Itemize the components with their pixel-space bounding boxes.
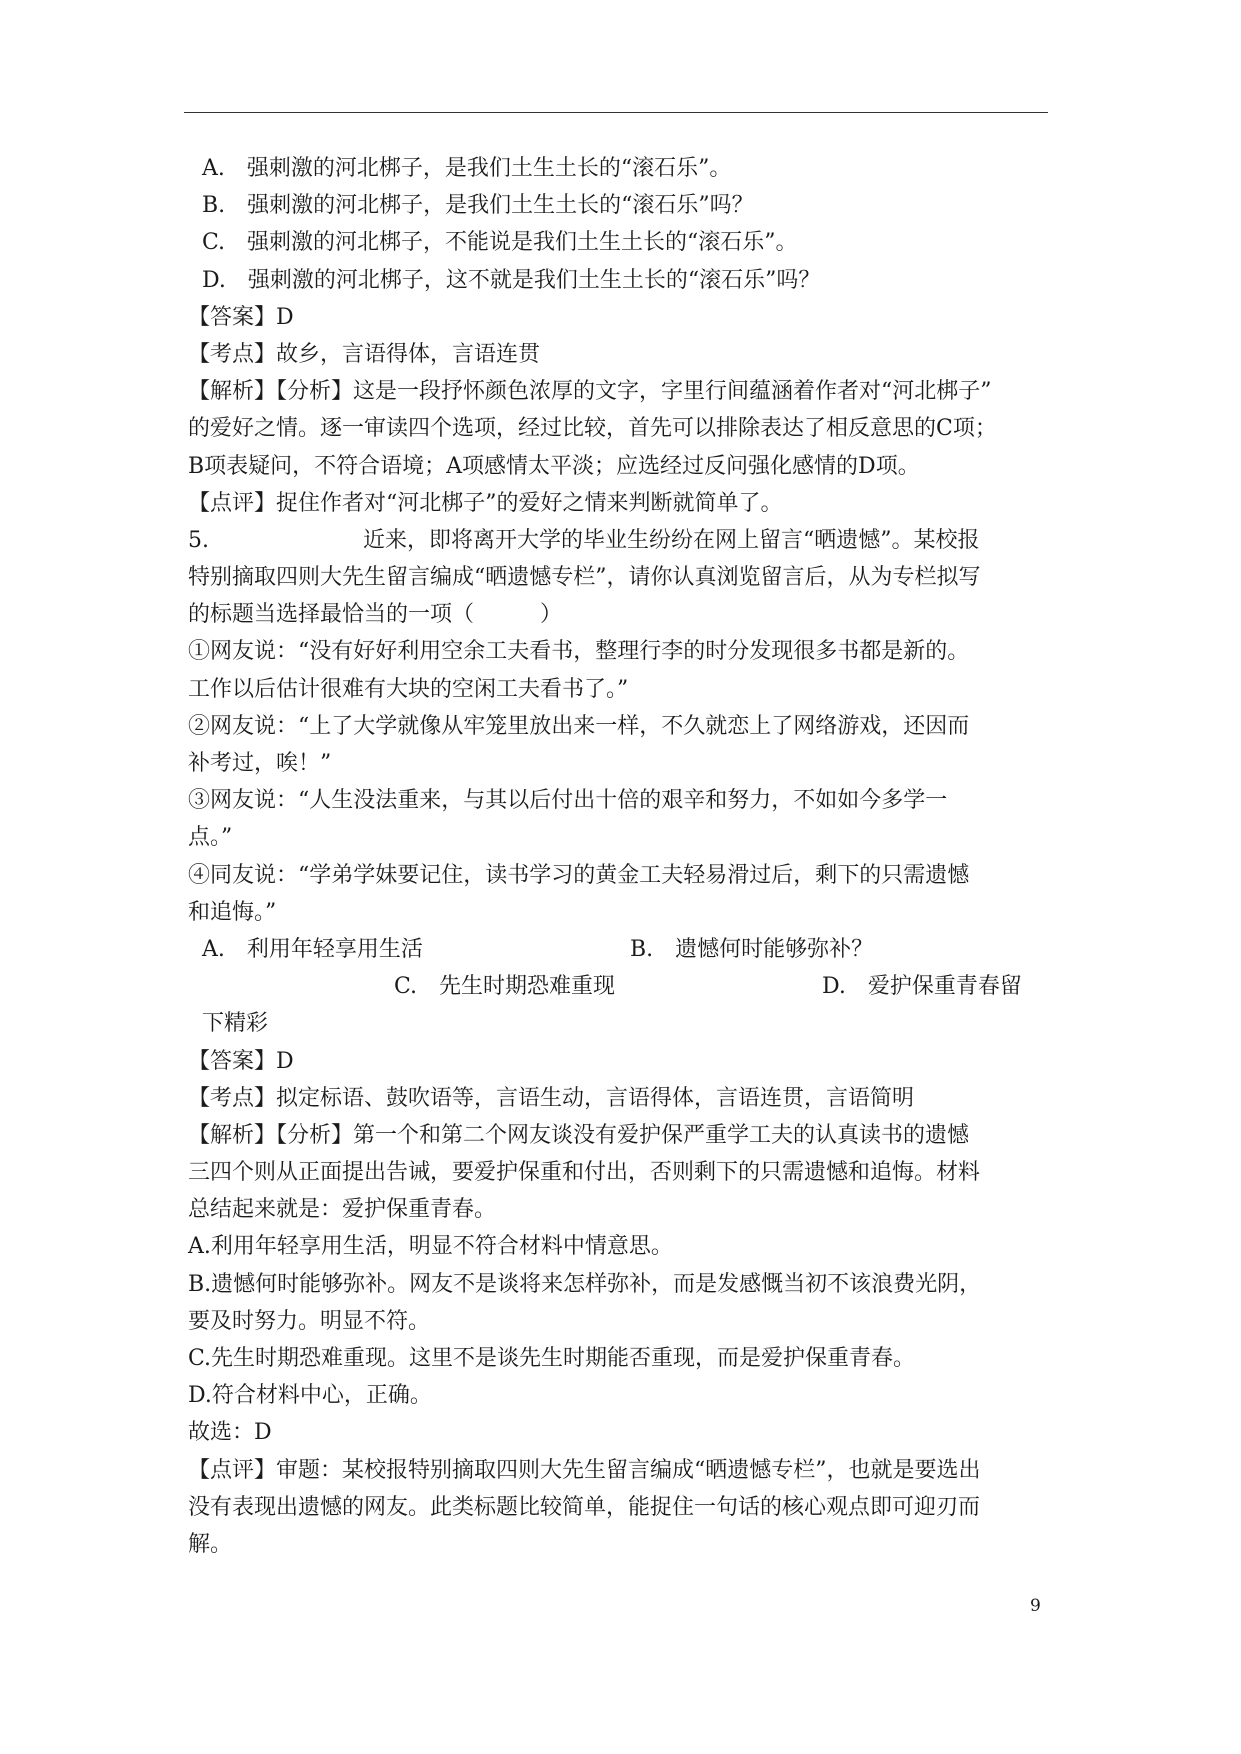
analysis-line: 故选：D <box>188 1420 272 1446</box>
quote-line: 和追悔。” <box>188 899 277 925</box>
header-rule <box>184 112 1048 113</box>
analysis-line: C.先生时期恐难重现。这里不是谈先生时期能否重现，而是爱护保重青春。 <box>188 1346 916 1371</box>
comment: 【点评】审题：某校报特别摘取四则大先生留言编成“晒遗憾专栏”，也就是要选出 <box>188 1457 981 1483</box>
comment: 【点评】捉住作者对“河北梆子”的爱好之情来判断就简单了。 <box>188 490 783 516</box>
analysis-line: B.遗憾何时能够弥补。网友不是谈将来怎样弥补，而是发感慨当初不该浪费光阴， <box>188 1271 982 1297</box>
option-a: A. 强刺激的河北梆子，是我们土生土长的“滚石乐”。 <box>202 156 732 181</box>
analysis-line: 总结起来就是：爱护保重青春。 <box>188 1197 497 1223</box>
exam-point: 【考点】拟定标语、鼓吹语等，言语生动，言语得体，言语连贯，言语简明 <box>188 1085 915 1111</box>
answer: 【答案】D <box>188 1048 294 1074</box>
analysis-line: 三四个则从正面提出告诫，要爱护保重和付出，否则剩下的只需遗憾和追悔。材料 <box>188 1160 981 1186</box>
option-c: C. 先生时期恐难重现 <box>394 974 616 1000</box>
quote-line: 补考过，唉！” <box>188 751 332 776</box>
quote-line: ②网友说：“上了大学就像从牢笼里放出来一样，不久就恋上了网络游戏，还因而 <box>188 713 970 739</box>
analysis-line: 要及时努力。明显不符。 <box>188 1308 431 1334</box>
analysis-line: 的爱好之情。逐一审读四个选项，经过比较，首先可以排除表达了相反意思的C项； <box>188 416 997 442</box>
exam-point: 【考点】故乡，言语得体，言语连贯 <box>188 341 541 367</box>
analysis-line: 【解析】【分析】这是一段抒怀颜色浓厚的文字，字里行间蕴涵着作者对“河北梆子” <box>188 379 992 405</box>
option-b: B. 遗憾何时能够弥补？ <box>630 936 874 962</box>
comment: 解。 <box>188 1531 233 1557</box>
analysis-line: 【解析】【分析】第一个和第二个网友谈没有爱护保严重学工夫的认真读书的遗憾 <box>188 1122 970 1148</box>
quote-line: ④同友说：“学弟学妹要记住，读书学习的黄金工夫轻易滑过后，剩下的只需遗憾 <box>188 862 970 888</box>
option-d: D. 强刺激的河北梆子，这不就是我们土生土长的“滚石乐”吗？ <box>202 267 821 293</box>
option-d-continuation: 下精彩 <box>202 1011 269 1037</box>
option-d: D. 爱护保重青春留 <box>822 974 1022 1000</box>
quote-line: 工作以后估计很难有大块的空闲工夫看书了。” <box>188 676 629 702</box>
quote-line: 点。” <box>188 825 233 851</box>
document-body <box>188 150 1088 1563</box>
question-stem: 5. 近来，即将离开大学的毕业生纷纷在网上留言“晒遗憾”。某校报 <box>188 527 980 553</box>
option-a: A. 利用年轻享用生活 <box>202 936 423 962</box>
analysis-line: A.利用年轻享用生活，明显不符合材料中情意思。 <box>188 1234 673 1260</box>
page-number: 9 <box>1030 1596 1041 1616</box>
options-row-1 <box>188 931 1088 968</box>
quote-line: ①网友说：“没有好好利用空余工夫看书，整理行李的时分发现很多书都是新的。 <box>188 639 970 665</box>
option-c: C. 强刺激的河北梆子，不能说是我们土生土长的“滚石乐”。 <box>202 230 798 256</box>
option-b: B. 强刺激的河北梆子，是我们土生土长的“滚石乐”吗？ <box>202 193 754 219</box>
options-row-2 <box>188 968 1088 1005</box>
question-stem: 的标题当选择最恰当的一项（ ） <box>188 602 563 628</box>
analysis-line: B项表疑问，不符合语境；A项感情太平淡；应选经过反问强化感情的D项。 <box>188 453 920 479</box>
quote-line: ③网友说：“人生没法重来，与其以后付出十倍的艰辛和努力，不如如今多学一 <box>188 788 948 814</box>
comment: 没有表现出遗憾的网友。此类标题比较简单，能捉住一句话的核心观点即可迎刃而 <box>188 1494 981 1520</box>
analysis-line: D.符合材料中心，正确。 <box>188 1383 432 1409</box>
answer: 【答案】D <box>188 304 294 330</box>
question-stem: 特别摘取四则大先生留言编成“晒遗憾专栏”，请你认真浏览留言后，从为专栏拟写 <box>188 565 981 591</box>
